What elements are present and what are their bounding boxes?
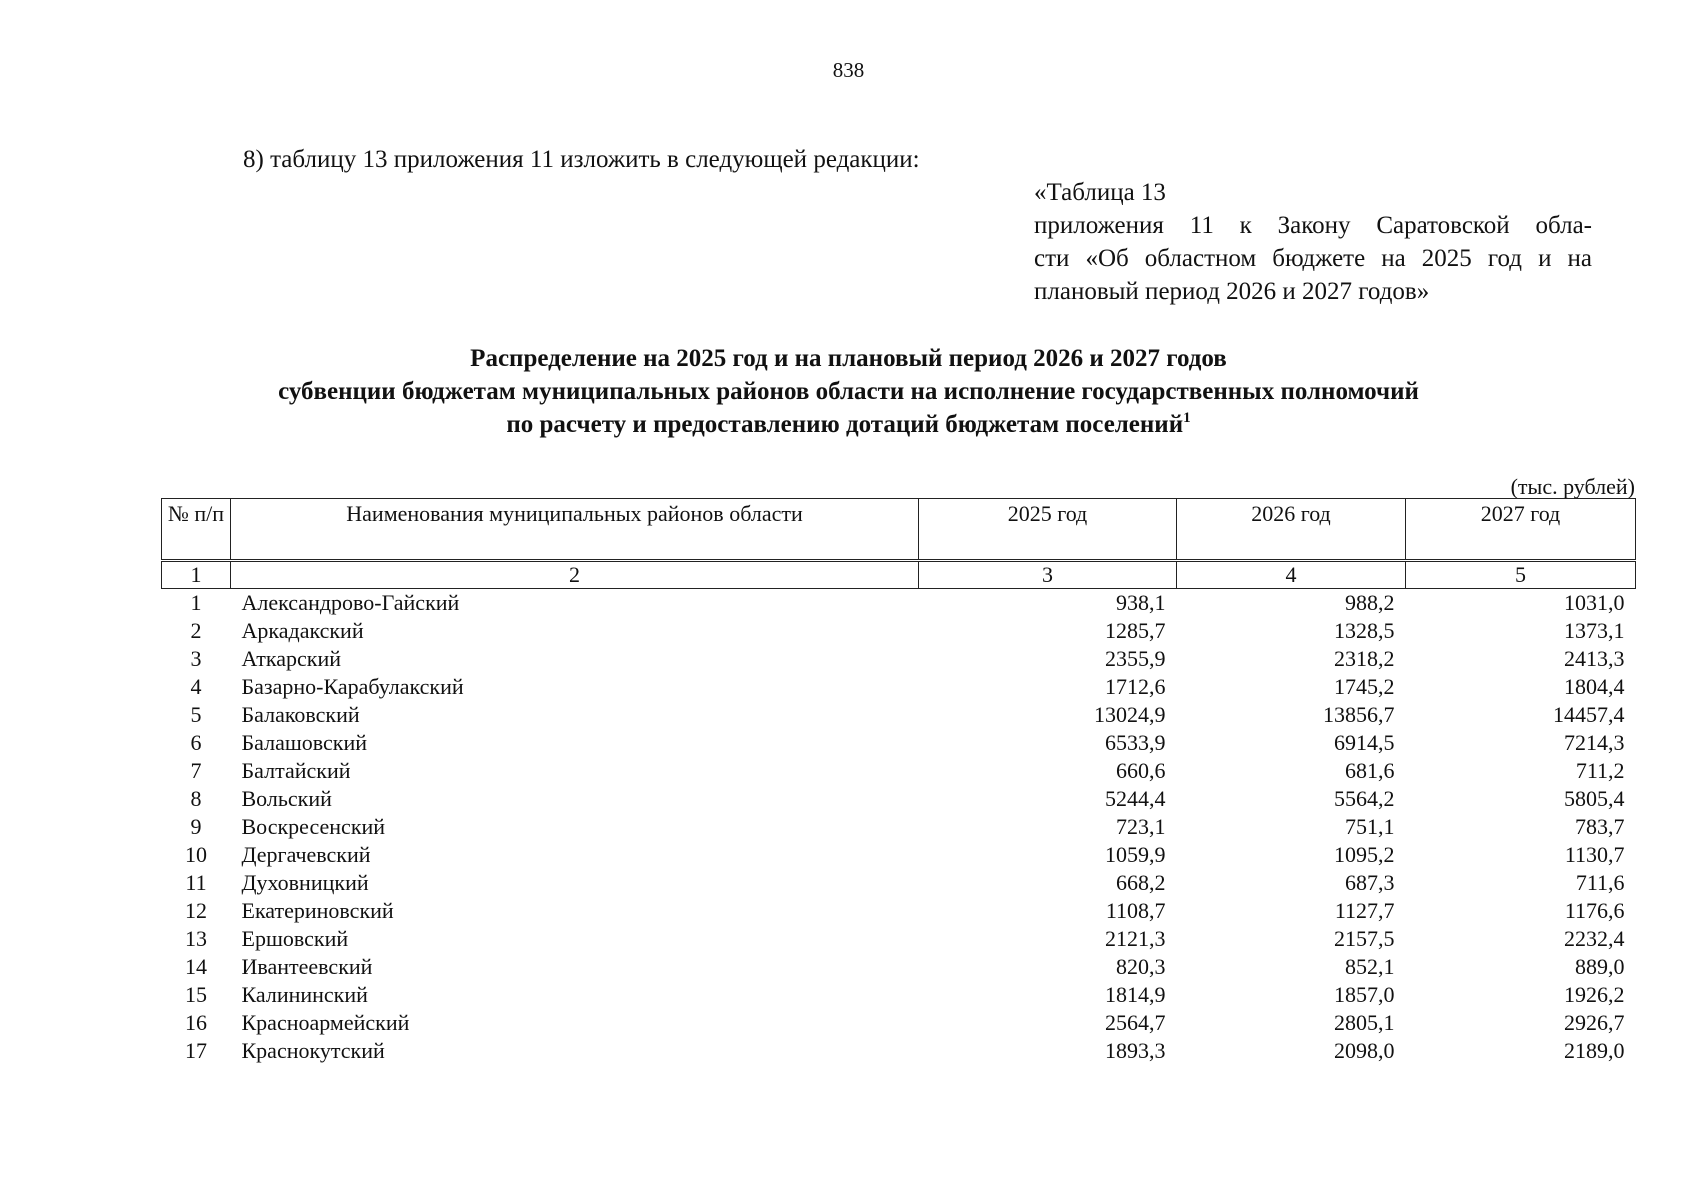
- row-number: 5: [190, 702, 202, 727]
- value-2027: 783,7: [1575, 814, 1625, 839]
- header-num: № п/п: [162, 499, 231, 561]
- row-number: 3: [190, 646, 202, 671]
- value-2025: 1893,3: [1105, 1038, 1166, 1063]
- value-2025: 1712,6: [1105, 674, 1166, 699]
- units-label: (тыс. рублей): [1510, 474, 1635, 499]
- value-2026: 1745,2: [1334, 674, 1395, 699]
- value-2027: 711,2: [1575, 758, 1625, 783]
- district-name: Воскресенский: [241, 814, 386, 839]
- value-2027: 5805,4: [1564, 786, 1625, 811]
- value-2027: 2232,4: [1564, 926, 1625, 951]
- table-row: [162, 757, 1636, 785]
- district-name: Аткарский: [241, 646, 342, 671]
- value-2025: 5244,4: [1105, 786, 1166, 811]
- row-number: 16: [185, 1010, 207, 1035]
- value-2026: 1095,2: [1334, 842, 1395, 867]
- value-2027: 711,6: [1575, 870, 1625, 895]
- row-number: 15: [185, 982, 207, 1007]
- title-line-1: Распределение на 2025 год и на плановый период 2026 и 2027 годов: [470, 345, 1227, 372]
- value-2026: 1328,5: [1334, 618, 1395, 643]
- value-2027: 1130,7: [1564, 842, 1625, 867]
- value-2026: 6914,5: [1334, 730, 1395, 755]
- value-2027: 1926,2: [1564, 982, 1625, 1007]
- column-number: 1: [162, 561, 231, 589]
- district-name: Балтайский: [241, 758, 351, 783]
- value-2026: 2098,0: [1334, 1038, 1395, 1063]
- table-row: [162, 785, 1636, 813]
- value-2026: 988,2: [1345, 590, 1395, 615]
- value-2025: 6533,9: [1105, 730, 1166, 755]
- column-number-row: [162, 561, 1636, 589]
- header-2027: 2027 год: [1406, 499, 1636, 561]
- value-2026: 5564,2: [1334, 786, 1395, 811]
- amendment-instruction: 8) таблицу 13 приложения 11 изложить в следующей редакции:: [243, 146, 920, 173]
- row-number: 6: [190, 730, 202, 755]
- row-number: 12: [185, 898, 207, 923]
- value-2026: 1127,7: [1334, 898, 1395, 923]
- reference-line-2: приложения 11 к Закону Саратовской обла-: [1034, 212, 1592, 239]
- value-2026: 13856,7: [1323, 702, 1395, 727]
- table-row: [162, 589, 1636, 618]
- table-row: [162, 925, 1636, 953]
- value-2025: 2564,7: [1105, 1010, 1166, 1035]
- value-2027: 1176,6: [1564, 898, 1625, 923]
- district-name: Дергачевский: [241, 842, 371, 867]
- row-number: 9: [190, 814, 202, 839]
- value-2027: 14457,4: [1553, 702, 1625, 727]
- table-row: [162, 645, 1636, 673]
- reference-line-3: сти «Об областном бюджете на 2025 год и на: [1034, 245, 1592, 272]
- value-2027: 889,0: [1575, 954, 1625, 979]
- reference-line-1: «Таблица 13: [1034, 179, 1166, 206]
- value-2027: 1804,4: [1564, 674, 1625, 699]
- column-number: 2: [231, 561, 919, 589]
- value-2026: 687,3: [1345, 870, 1395, 895]
- value-2025: 668,2: [1116, 870, 1166, 895]
- value-2027: 2189,0: [1564, 1038, 1625, 1063]
- table-row: [162, 1037, 1636, 1065]
- district-name: Балашовский: [241, 730, 368, 755]
- value-2025: 2355,9: [1105, 646, 1166, 671]
- row-number: 11: [185, 870, 207, 895]
- row-number: 7: [190, 758, 202, 783]
- value-2027: 1031,0: [1564, 590, 1625, 615]
- table-row: [162, 953, 1636, 981]
- row-number: 10: [185, 842, 207, 867]
- value-2026: 852,1: [1345, 954, 1395, 979]
- table-body: [162, 589, 1636, 1066]
- header-2026: 2026 год: [1177, 499, 1406, 561]
- value-2025: 938,1: [1116, 590, 1166, 615]
- footnote-marker: 1: [1183, 410, 1191, 426]
- row-number: 8: [190, 786, 202, 811]
- table-row: [162, 1009, 1636, 1037]
- table-row: [162, 869, 1636, 897]
- title-line-3-text: по расчету и предоставлению дотаций бюджетам поселений: [506, 411, 1184, 438]
- column-number: 3: [919, 561, 1177, 589]
- header-2025: 2025 год: [919, 499, 1177, 561]
- district-name: Ершовский: [241, 926, 349, 951]
- value-2025: 820,3: [1116, 954, 1166, 979]
- column-number: 4: [1177, 561, 1406, 589]
- value-2027: 1373,1: [1564, 618, 1625, 643]
- table-row: [162, 673, 1636, 701]
- reference-line-4: плановый период 2026 и 2027 годов»: [1034, 278, 1430, 305]
- value-2026: 751,1: [1345, 814, 1395, 839]
- value-2025: 2121,3: [1105, 926, 1166, 951]
- district-name: Аркадакский: [241, 618, 364, 643]
- row-number: 17: [185, 1038, 207, 1063]
- table-row: [162, 729, 1636, 757]
- table-reference-block: [1034, 176, 1592, 308]
- district-name: Вольский: [241, 786, 332, 811]
- row-number: 2: [190, 618, 202, 643]
- district-name: Базарно-Карабулакский: [241, 674, 464, 699]
- column-number: 5: [1406, 561, 1636, 589]
- table-row: [162, 617, 1636, 645]
- title-line-2: субвенции бюджетам муниципальных районов области на исполнение государственных полномочий: [278, 378, 1419, 405]
- district-name: Екатериновский: [241, 898, 394, 923]
- row-number: 14: [185, 954, 207, 979]
- table-row: [162, 841, 1636, 869]
- district-name: Краснокутский: [241, 1038, 385, 1063]
- value-2025: 1059,9: [1105, 842, 1166, 867]
- value-2026: 2805,1: [1334, 1010, 1395, 1035]
- row-number: 13: [185, 926, 207, 951]
- header-name: Наименования муниципальных районов области: [231, 499, 919, 561]
- value-2025: 1108,7: [1105, 898, 1166, 923]
- value-2025: 660,6: [1116, 758, 1166, 783]
- table-row: [162, 897, 1636, 925]
- value-2025: 13024,9: [1094, 702, 1166, 727]
- value-2025: 1285,7: [1105, 618, 1166, 643]
- value-2026: 2318,2: [1334, 646, 1395, 671]
- document-title: [0, 342, 1697, 441]
- title-line-3: [0, 408, 1697, 441]
- value-2027: 7214,3: [1564, 730, 1625, 755]
- row-number: 4: [190, 674, 202, 699]
- district-name: Духовницкий: [241, 870, 369, 895]
- value-2027: 2413,3: [1564, 646, 1625, 671]
- table-row: [162, 813, 1636, 841]
- district-name: Александрово-Гайский: [241, 590, 460, 615]
- value-2025: 1814,9: [1105, 982, 1166, 1007]
- distribution-table: [161, 498, 1636, 1065]
- value-2027: 2926,7: [1564, 1010, 1625, 1035]
- table-header-row: [162, 499, 1636, 561]
- table-row: [162, 981, 1636, 1009]
- page-number: 838: [832, 58, 865, 82]
- district-name: Калининский: [241, 982, 368, 1007]
- value-2026: 2157,5: [1334, 926, 1395, 951]
- district-name: Красноармейский: [241, 1010, 410, 1035]
- value-2026: 681,6: [1345, 758, 1395, 783]
- value-2026: 1857,0: [1334, 982, 1395, 1007]
- value-2025: 723,1: [1116, 814, 1166, 839]
- district-name: Балаковский: [241, 702, 360, 727]
- table-row: [162, 701, 1636, 729]
- district-name: Ивантеевский: [241, 954, 373, 979]
- row-number: 1: [190, 590, 202, 615]
